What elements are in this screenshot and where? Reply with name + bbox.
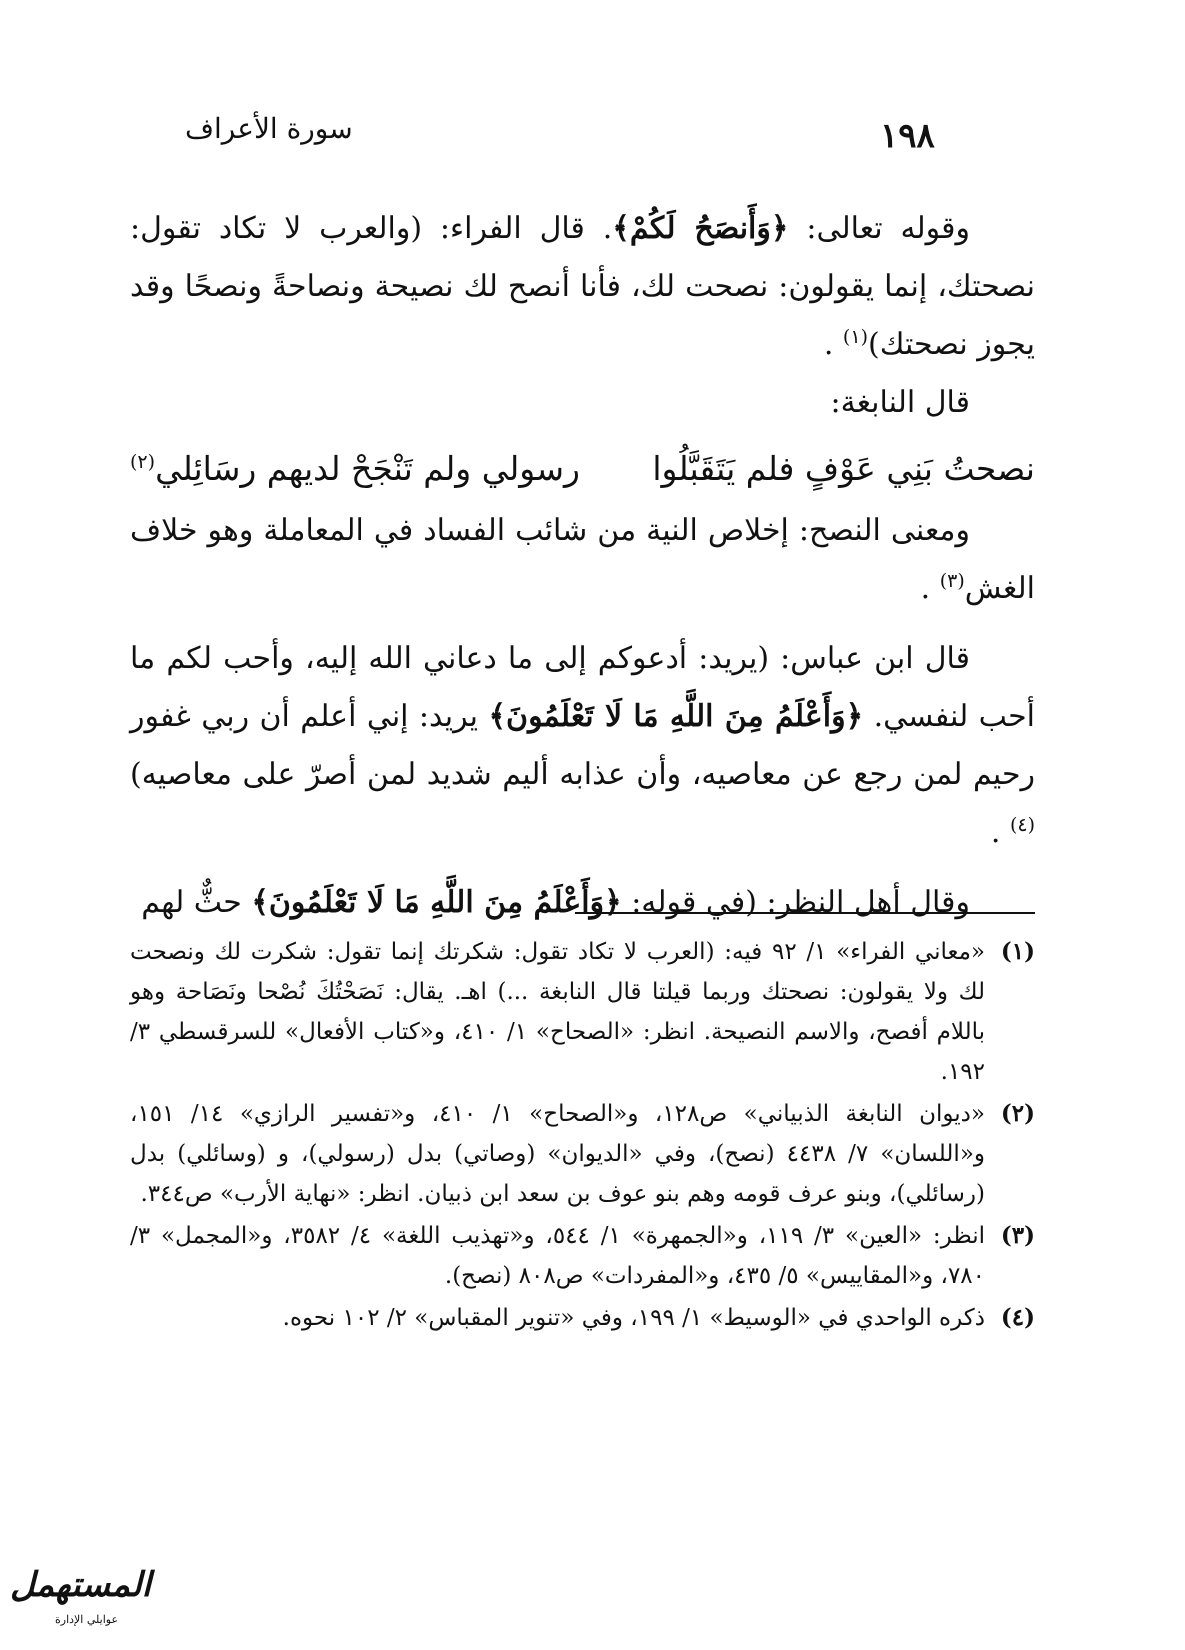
footnote-number: (١)	[1000, 938, 1035, 965]
verse-second-text: رسولي ولم تَنْجَحْ لديهم رسَائِلي	[155, 449, 580, 488]
footnotes	[130, 932, 1035, 1340]
paragraph-3-text: ومعنى النصح: إخلاص النية من شائب الفساد في المعاملة وهو خلاف الغش	[130, 513, 1035, 606]
paragraph-5-text: حثٌّ لهم	[141, 885, 252, 920]
footnote-text: «ديوان النابغة الذبياني» ص١٢٨، و«الصحاح» ١/ ٤١٠، و«تفسير الرازي» ١٤/ ١٥١، و«اللسان» ٧/ ٤٤٣٨ (نصح)، وفي «الديوان» (وصاتي) بدل (رسولي)، و (وسائلي) بدل (رسائلي)، وبنو عرف قومه وهم بنو عوف بن سعد ابن ذبيان. انظر: «نهاية الأرب» ص٣٤٤.	[130, 1101, 986, 1207]
paragraph-4-end: .	[990, 815, 1010, 850]
footnote-item	[130, 1094, 1035, 1214]
paragraph-3	[130, 502, 1035, 618]
paragraph-4-intro: قال ابن عباس: (يريد: أدعوكم إلى ما دعاني الله إليه، وأحب لكم ما أحب لنفسي.	[130, 641, 1036, 734]
paragraph-4	[130, 630, 1035, 862]
footnote-text: ذكره الواحدي في «الوسيط» ١/ ١٩٩، وفي «تنوير المقباس» ٢/ ١٠٢ نحوه.	[282, 1305, 985, 1331]
publisher-logo	[10, 1565, 150, 1637]
page-number: ١٩٨	[880, 116, 935, 156]
paragraph-5-intro: وقال أهل النظر: (في قوله:	[621, 885, 970, 920]
surah-title: سورة الأعراف	[185, 112, 353, 145]
footnote-text: انظر: «العين» ٣/ ١١٩، و«الجمهرة» ١/ ٥٤٤، و«تهذيب اللغة» ٤/ ٣٥٨٢، و«المجمل» ٣/ ٧٨٠، و«المقاييس» ٥/ ٤٣٥، و«المفردات» ص٨٠٨ (نصح).	[130, 1223, 986, 1289]
paragraph-1-end: .	[823, 327, 843, 362]
quran-quote-3: ﴿وَأَعْلَمُ مِنَ اللَّهِ مَا لَا تَعْلَمُونَ﴾	[251, 885, 622, 920]
footnote-separator	[575, 912, 1035, 914]
paragraph-1	[130, 200, 1035, 374]
footnote-number: (٣)	[1000, 1222, 1035, 1249]
footnote-item	[130, 1298, 1035, 1338]
footnote-item	[130, 932, 1035, 1092]
paragraph-4-text: يريد: إني أعلم أن ربي غفور رحيم لمن رجع عن معاصيه، وأن عذابه أليم شديد لمن أصرّ على معاصيه)	[130, 699, 1035, 792]
footnote-ref-4: (٤)	[1009, 814, 1035, 836]
footnote-ref-1: (١)	[842, 326, 868, 348]
quran-quote-2: ﴿وَأَعْلَمُ مِنَ اللَّهِ مَا لَا تَعْلَمُونَ﴾	[488, 699, 864, 734]
verse-second-hemistich	[130, 440, 580, 498]
verse-first-hemistich: نصحتُ بَنِي عَوْفٍ فلم يَتَقَبَّلُوا	[652, 449, 1035, 488]
paragraph-1-intro: وقوله تعالى:	[788, 211, 971, 246]
poetry-verse	[130, 440, 1035, 498]
footnote-ref-3: (٣)	[939, 570, 965, 592]
main-text	[130, 200, 1035, 932]
paragraph-2: قال النابغة:	[830, 385, 970, 420]
quran-quote-1: ﴿وَأَنصَحُ لَكُمْ﴾	[612, 211, 789, 246]
logo-subtitle: عوايلي الإدارة	[55, 1613, 119, 1626]
footnote-ref-2: (٢)	[130, 451, 156, 473]
paragraph-5	[130, 874, 1035, 932]
footnote-item	[130, 1216, 1035, 1296]
logo-text: المستهمل	[10, 1565, 152, 1605]
footnote-number: (٢)	[1000, 1100, 1035, 1127]
paragraph-3-end: .	[920, 571, 940, 606]
footnote-text: «معاني الفراء» ١/ ٩٢ فيه: (العرب لا تكاد تقول: شكرتك إنما تقول: شكرت لك ونصحت لك ولا يقولون: نصحتك وربما قيلتا قال النابغة ...) اهـ. يقال: نَصَحْتُكَ نُصْحا ونَصَاحة وهو باللام أفصح، والاسم النصيحة. انظر: «الصحاح» ١/ ٤١٠، و«كتاب الأفعال» للسرقسطي ٣/ ١٩٢.	[130, 939, 986, 1085]
paragraph-1-text: . قال الفراء: (والعرب لا تكاد تقول: نصحتك، إنما يقولون: نصحت لك، فأنا أنصح لك نصيحة ونصاحةً ونصحًا وقد يجوز نصحتك)	[130, 211, 1035, 362]
footnote-number: (٤)	[1000, 1304, 1035, 1331]
